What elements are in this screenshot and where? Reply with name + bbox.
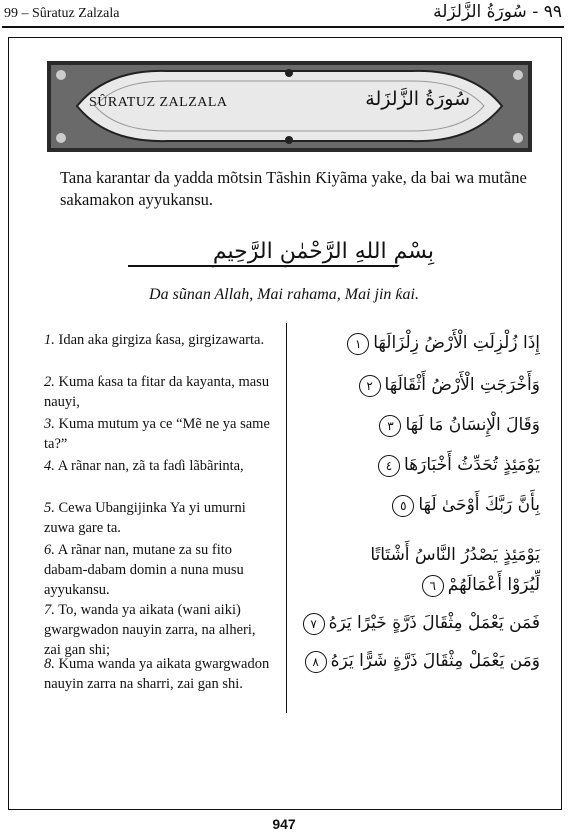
verse-5: 5. Cewa Ubangijinka Ya yi umurni zuwa gare ta.: [44, 500, 246, 536]
header-rule: [2, 26, 564, 28]
verse-4: 4. A rãnar nan, zã ta faɗi lãbãrinta,: [44, 458, 244, 474]
column-divider: [286, 323, 287, 713]
basmala: [128, 237, 442, 283]
ayah-1: إِذَا زُلْزِلَتِ الْأَرْضُ زِلْزَالَهَا١: [347, 333, 540, 355]
verse-7: 7. To, wanda ya aikata (wani aiki) gwargwadon nauyin zarra, na alheri, zai gan shi;: [44, 602, 256, 658]
ayah-5: بِأَنَّ رَبَّكَ أَوْحَىٰ لَهَا٥: [392, 495, 540, 517]
verse-6: 6. A rãnar nan, mutane za su fito dabam-dabam domin a nuna musu ayyukansu.: [44, 542, 244, 598]
surah-title-arabic: سُورَةُ الزَّلزَلة: [365, 88, 470, 110]
ayah-2: وَأَخْرَجَتِ الْأَرْضُ أَثْقَالَهَا٢: [359, 375, 540, 397]
basmala-text: بِسْمِ اللهِ الرَّحْمٰنِ الرَّحِيمِ: [212, 239, 434, 264]
page-number: 947: [272, 816, 296, 832]
surah-title-latin: SÛRATUZ ZALZALA: [89, 95, 228, 110]
ayah-number-mark: ٥: [392, 495, 414, 517]
ayah-number-mark: ٨: [305, 651, 327, 673]
header-left-title: 99 – Sûratuz Zalzala: [4, 6, 120, 21]
ayah-4: يَوْمَئِذٍ تُحَدِّثُ أَخْبَارَهَا٤: [378, 455, 540, 477]
ayah-7: فَمَن يَعْمَلْ مِثْقَالَ ذَرَّةٍ خَيْرًا يَرَهُ٧: [303, 613, 540, 635]
verse-8: 8. Kuma wanda ya aikata gwargwadon nauyin zarra na sharri, zai gan shi.: [44, 656, 270, 692]
ayah-number-mark: ١: [347, 333, 369, 355]
ayah-number-mark: ٦: [422, 575, 444, 597]
header-right-title: ٩٩ - سُورَةُ الزَّلزَلة: [433, 2, 562, 22]
ayah-6a: يَوْمَئِذٍ يَصْدُرُ النَّاسُ أَشْتَاتًا: [370, 545, 540, 565]
intro-paragraph: Tana karantar da yadda mõtsin Tãshin Ƙiyãma yake, da bai wa mutãne sakamakon ayyukansu.: [60, 168, 527, 209]
ayah-number-mark: ٢: [359, 375, 381, 397]
ayah-number-mark: ٤: [378, 455, 400, 477]
verse-1: 1. Idan aka girgiza ƙasa, girgizawarta.: [44, 332, 265, 348]
ayah-3: وَقَالَ الْإِنسَانُ مَا لَهَا٣: [379, 415, 540, 437]
ayah-6b: لِّيُرَوْا أَعْمَالَهُمْ٦: [422, 575, 540, 597]
basmala-line: [128, 265, 398, 267]
surah-banner: [47, 61, 532, 152]
ayah-8: وَمَن يَعْمَلْ مِثْقَالَ ذَرَّةٍ شَرًّا يَرَهُ٨: [305, 651, 540, 673]
running-header: [0, 0, 568, 30]
ayah-number-mark: ٧: [303, 613, 325, 635]
verse-2: 2. Kuma ƙasa ta fitar da kayanta, masu nauyi,: [44, 374, 270, 410]
verse-3: 3. Kuma mutum ya ce “Mẽ ne ya same ta?”: [44, 416, 270, 452]
basmala-translation: Da sũnan Allah, Mai rahama, Mai jin ƙai.: [149, 286, 419, 303]
ayah-number-mark: ٣: [379, 415, 401, 437]
